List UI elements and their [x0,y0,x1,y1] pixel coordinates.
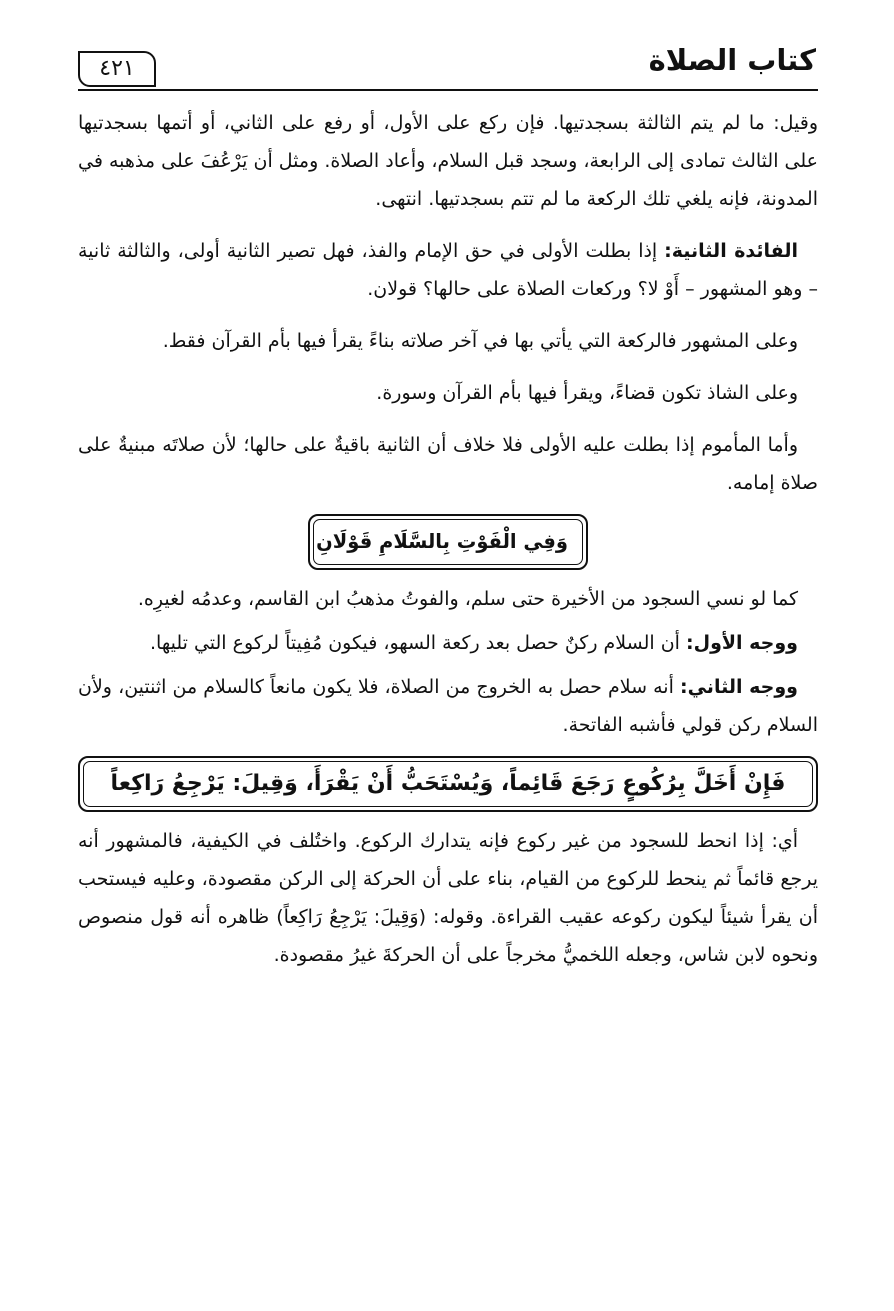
paragraph-7-label: ووجه الأول: [685,632,798,654]
paragraph-7 [78,624,818,662]
paragraph-3: وعلى المشهور فالركعة التي يأتي بها في آخر صلاته بناءً يقرأ فيها بأم القرآن فقط. [162,330,798,352]
paragraph-2 [78,232,818,308]
header-rule [78,89,818,91]
page-number: ٤٢١ [78,51,156,87]
paragraph-2-text: إذا بطلت الأولى في حق الإمام والفذ، فهل تصير الثانية أولى، والثالثة ثانية – وهو المشهور – أَوْ لا؟ وركعات الصلاة على حالها؟ قولان. [78,240,818,300]
paragraph-9: أي: إذا انحط للسجود من غير ركوع فإنه يتدارك الركوع. واختُلف في الكيفية، فالمشهور أنه يرجع قائماً ثم ينحط للركوع من القيام، بناء على أن الحركة إلى الركن مقصودة، وعليه فيستحب أن يقرأ شيئاً ليكون ركوعه عقيب القراءة. وقوله: (وَقِيلَ: يَرْجِعُ رَاكِعاً) ظاهره أنه قول منصوص ونحوه لابن شاس، وجعله اللخميُّ مخرجاً على أن الحركةَ غيرُ مقصودة. [78,830,818,966]
running-head: كتاب الصلاة [648,43,816,77]
matn-text-2: فَإِنْ أَخَلَّ بِرُكُوعٍ رَجَعَ قَائِماً، وَيُسْتَحَبُّ أَنْ يَقْرَأَ، وَقِيلَ: يَرْجِعُ رَاكِعاً [83,761,813,807]
matn-text-1: وَفِي الْفَوْتِ بِالسَّلَامِ قَوْلَانِ [313,519,583,565]
paragraph-6: كما لو نسي السجود من الأخيرة حتى سلم، والفوتُ مذهبُ ابن القاسم، وعدمُه لغيرِه. [137,588,798,610]
paragraph-8-text: أنه سلام حصل به الخروج من الصلاة، فلا يكون مانعاً كالسلام من اثنتين، ولأن السلام ركن قولي فأشبه الفاتحة. [78,676,818,736]
paragraph-2-label: الفائدة الثانية: [664,240,798,262]
paragraph-7-text: أن السلام ركنٌ حصل بعد ركعة السهو، فيكون مُفِيتاً لركوع التي تليها. [150,632,686,654]
paragraph-8-label: ووجه الثاني: [679,676,798,698]
paragraph-5: وأما المأموم إذا بطلت عليه الأولى فلا خلاف أن الثانية باقيةٌ على حالها؛ لأن صلاتَه مبنيةٌ على صلاة إمامه. [78,434,818,494]
page-body [78,104,818,988]
matn-box-2 [78,756,818,812]
paragraph-4: وعلى الشاذ تكون قضاءً، ويقرأ فيها بأم القرآن وسورة. [376,382,798,404]
paragraph-8 [78,668,818,744]
matn-box-1 [308,514,588,570]
paragraph-1: وقيل: ما لم يتم الثالثة بسجدتيها. فإن ركع على الأول، أو رفع على الثاني، أو أتمها بسجدتيها على الثالث تمادى إلى الرابعة، وسجد قبل السلام، وأعاد الصلاة. ومثل أن يَرْعُفَ على مذهبه في المدونة، فإنه يلغي تلك الركعة ما لم تتم بسجدتيها. انتهى. [78,112,818,210]
